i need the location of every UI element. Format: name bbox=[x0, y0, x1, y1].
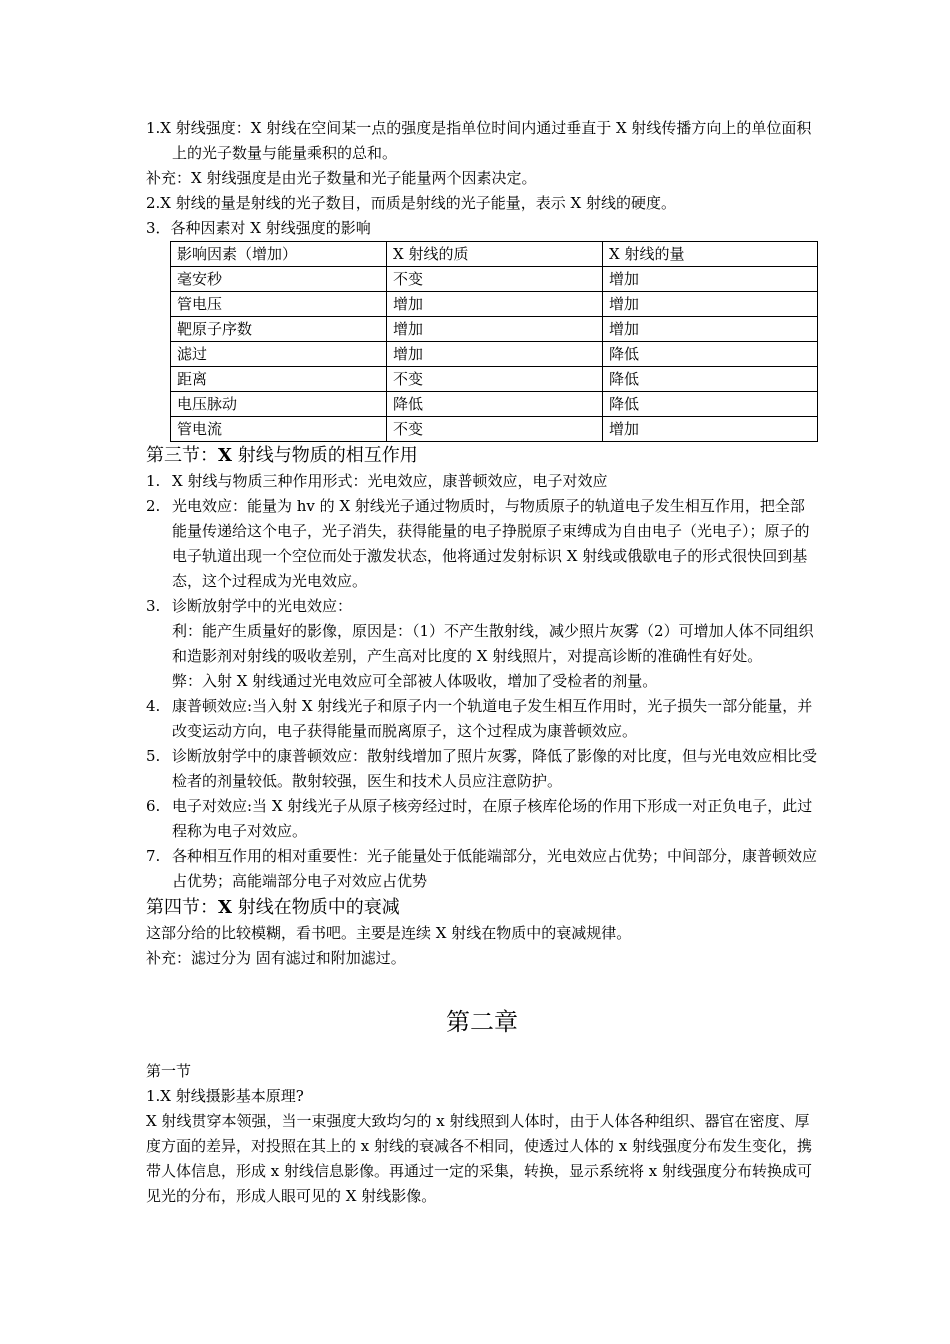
table-cell: 增加 bbox=[603, 417, 818, 442]
table-row bbox=[171, 267, 818, 292]
paragraph-quantity-quality: 2.X 射线的量是射线的光子数目，而质是射线的光子能量，表示 X 射线的硬度。 bbox=[146, 194, 676, 212]
list-item bbox=[146, 494, 818, 594]
table-row bbox=[171, 392, 818, 417]
list-text: 各种相互作用的相对重要性：光子能量处于低能端部分，光电效应占优势；中间部分，康普顿效应占优势；高能端部分电子对效应占优势 bbox=[172, 847, 818, 890]
table-cell: 增加 bbox=[387, 292, 603, 317]
list-number: 5. bbox=[146, 747, 161, 765]
list-text: 电子对效应:当 X 射线光子从原子核旁经过时，在原子核库伦场的作用下形成一对正负电子，此过程称为电子对效应。 bbox=[172, 797, 813, 840]
list-item bbox=[146, 844, 818, 894]
pros-paragraph: 利：能产生质量好的影像，原因是：（1）不产生散射线，减少照片灰雾（2）可增加人体不同组织和造影剂对射线的吸收差别，产生高对比度的 X 射线照片，对提高诊断的准确性有好处。 bbox=[172, 622, 814, 665]
chapter-title: 第二章 bbox=[446, 1008, 518, 1036]
table-cell: 不变 bbox=[387, 417, 603, 442]
table-cell: 增加 bbox=[603, 267, 818, 292]
table-cell: 增加 bbox=[603, 317, 818, 342]
section-prefix: 第三节： bbox=[146, 445, 218, 466]
table-cell: 降低 bbox=[603, 392, 818, 417]
section-bold: X bbox=[218, 445, 232, 466]
table-cell: 滤过 bbox=[171, 342, 387, 367]
chapter2-body: X 射线贯穿本领强，当一束强度大致均匀的 x 射线照到人体时，由于人体各种组织、器官在密度、厚度方面的差异，对投照在其上的 x 射线的衰减各不相同，使透过人体的 x 射线强度分布发生变化，携带人体信息，形成 x 射线信息影像。再通过一定的采集，转换，显示系统将 x 射线强度分布转换成可见光的分布，形成人眼可见的 X 射线影像。 bbox=[146, 1112, 812, 1205]
table-row bbox=[171, 367, 818, 392]
table-cell: 增加 bbox=[603, 292, 818, 317]
paragraph-table-caption: 3．各种因素对 X 射线强度的影响 bbox=[146, 219, 371, 237]
list-item bbox=[146, 744, 818, 794]
table-header-cell: X 射线的质 bbox=[387, 242, 603, 267]
table-cell: 距离 bbox=[171, 367, 387, 392]
paragraph-supplement-2: 补充：滤过分为 固有滤过和附加滤过。 bbox=[146, 949, 406, 967]
table-header-row bbox=[171, 242, 818, 267]
section-heading-3 bbox=[146, 442, 818, 469]
list-item bbox=[146, 794, 818, 844]
table-row bbox=[171, 417, 818, 442]
section-bold: X bbox=[218, 897, 232, 918]
list-number: 1. bbox=[146, 472, 161, 490]
list-item bbox=[146, 594, 818, 619]
section-heading-4 bbox=[146, 894, 818, 921]
table-cell: 靶原子序数 bbox=[171, 317, 387, 342]
list-number: 4. bbox=[146, 697, 161, 715]
list-text: X 射线与物质三种作用形式：光电效应，康普顿效应，电子对效应 bbox=[172, 472, 608, 490]
table-header-cell: X 射线的量 bbox=[603, 242, 818, 267]
factors-table bbox=[170, 241, 818, 442]
paragraph-supplement-1: 补充：X 射线强度是由光子数量和光子能量两个因素决定。 bbox=[146, 169, 537, 187]
list-number: 3. bbox=[146, 597, 161, 615]
table-cell: 电压脉动 bbox=[171, 392, 387, 417]
table-row bbox=[171, 317, 818, 342]
table-cell: 降低 bbox=[603, 367, 818, 392]
table-header-cell: 影响因素（增加） bbox=[171, 242, 387, 267]
table-cell: 管电流 bbox=[171, 417, 387, 442]
table-cell: 管电压 bbox=[171, 292, 387, 317]
chapter2-question: 1.X 射线摄影基本原理? bbox=[146, 1087, 304, 1105]
table-cell: 降低 bbox=[603, 342, 818, 367]
table-cell: 增加 bbox=[387, 342, 603, 367]
list-item bbox=[146, 469, 818, 494]
document-page bbox=[146, 116, 818, 1209]
chapter2-section-label: 第一节 bbox=[146, 1062, 192, 1080]
table-row bbox=[171, 292, 818, 317]
section-title: 射线在物质中的衰减 bbox=[231, 897, 400, 918]
list-number: 6. bbox=[146, 797, 161, 815]
interaction-list-cont bbox=[146, 694, 818, 894]
list-text: 康普顿效应:当入射 X 射线光子和原子内一个轨道电子发生相互作用时，光子损失一部分能量，并改变运动方向，电子获得能量而脱离原子，这个过程成为康普顿效应。 bbox=[172, 697, 813, 740]
list-text: 诊断放射学中的光电效应： bbox=[172, 597, 353, 615]
interaction-list bbox=[146, 469, 818, 619]
cons-paragraph: 弊：入射 X 射线通过光电效应可全部被人体吸收，增加了受检者的剂量。 bbox=[172, 672, 658, 690]
table-row bbox=[171, 342, 818, 367]
list-item bbox=[146, 694, 818, 744]
table-cell: 毫安秒 bbox=[171, 267, 387, 292]
paragraph-attenuation-note: 这部分给的比较模糊，看书吧。主要是连续 X 射线在物质中的衰减规律。 bbox=[146, 924, 632, 942]
table-cell: 降低 bbox=[387, 392, 603, 417]
table-cell: 增加 bbox=[387, 317, 603, 342]
paragraph-xray-intensity: 1.X 射线强度：X 射线在空间某一点的强度是指单位时间内通过垂直于 X 射线传播方向上的单位面积上的光子数量与能量乘积的总和。 bbox=[146, 119, 812, 162]
section-prefix: 第四节： bbox=[146, 897, 218, 918]
list-number: 2. bbox=[146, 497, 161, 515]
table-cell: 不变 bbox=[387, 267, 603, 292]
table-cell: 不变 bbox=[387, 367, 603, 392]
list-text: 诊断放射学中的康普顿效应：散射线增加了照片灰雾，降低了影像的对比度，但与光电效应相比受检者的剂量较低。散射较强，医生和技术人员应注意防护。 bbox=[172, 747, 818, 790]
list-text: 光电效应：能量为 hv 的 X 射线光子通过物质时，与物质原子的轨道电子发生相互作用，把全部能量传递给这个电子，光子消失，获得能量的电子挣脱原子束缚成为自由电子（光电子）；原子的电子轨道出现一个空位而处于激发状态，他将通过发射标识 X 射线或俄歇电子的形式很快回到基态，这个过程成为光电效应。 bbox=[172, 497, 810, 590]
section-title: 射线与物质的相互作用 bbox=[231, 445, 418, 466]
list-number: 7. bbox=[146, 847, 161, 865]
